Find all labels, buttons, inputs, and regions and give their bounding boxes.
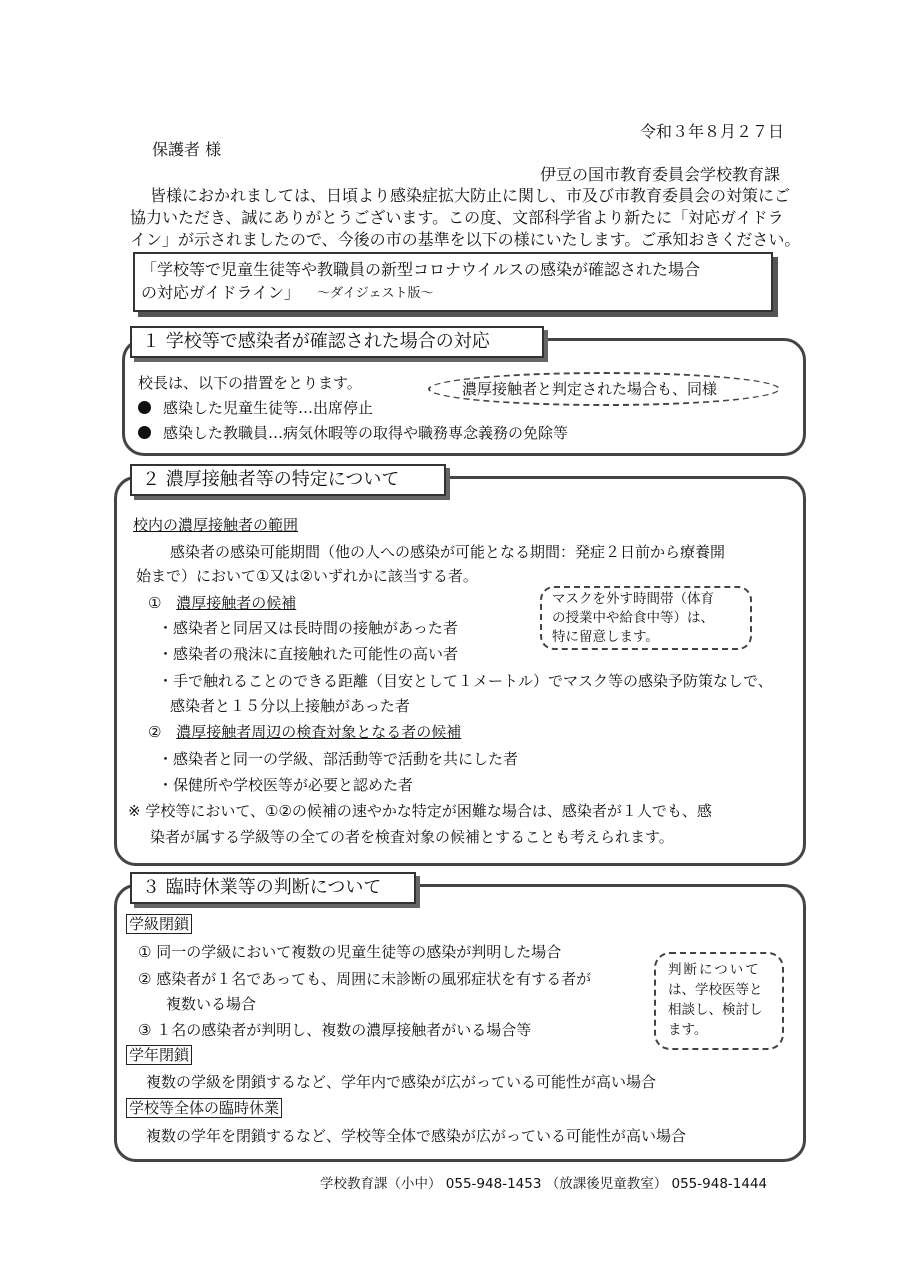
class-item-2-cont: 複数いる場合 [166,995,257,1013]
grade-closure-text: 学年閉鎖 [126,1045,192,1065]
section-1-bullet-1 [138,397,373,419]
judge-note-line-4: ます。 [668,1022,708,1038]
contact-footer: 学校教育課（小中） 055-948-1453 （放課後児童教室） 055-948-1444 [320,1176,768,1192]
grade-closure-desc: 複数の学級を閉鎖するなど、学年内で感染が広がっている可能性が高い場合 [146,1073,657,1091]
class-item-2: ② 感染者が１名であっても、周囲に未診断の風邪症状を有する者が [138,970,592,988]
section-1-title: １ 学校等で感染者が確認された場合の対応 [130,326,544,358]
section-2-desc-line-1: 感染者の感染可能期間（他の人への感染が可能となる期間：発症２日前から療養開 [170,543,726,561]
class-closure-label [126,913,192,935]
judge-note-line-1: 判断について [668,962,761,978]
intro-line-3: イン」が示されましたので、今後の市の基準を以下の様にいたします。ご承知おきください。 [130,230,801,249]
class-item-3: ③ １名の感染者が判明し、複数の濃厚接触者がいる場合等 [138,1021,532,1039]
school-closure-label [126,1097,282,1119]
guideline-digest-label: ～ダイジェスト版～ [317,286,434,301]
section-3-title: ３ 臨時休業等の判断について [130,872,416,904]
section-2-title: ２ 濃厚接触者等の特定について [130,464,446,496]
guideline-title-line-2: の対応ガイドライン」 [141,283,301,302]
bullet-text: 感染した児童生徒等…出席停止 [163,399,374,417]
intro-line-2: 協力いただき、誠にありがとうございます。この度、文部科学省より新たに「対応ガイドラ [130,208,784,227]
item-1-point-3: ・手で触れることのできる距離（目安として１メートル）でマスク等の感染予防策なしで、 [158,672,773,690]
item-2-number: ② [148,723,162,741]
section-2-subhead: 校内の濃厚接触者の範囲 [133,516,299,534]
judge-note-line-3: 相談し、検討し [668,1002,763,1018]
section-1-bullet-2 [138,422,568,444]
document-date: 令和３年８月２７日 [640,122,785,141]
section-1-lead: 校長は、以下の措置をとります。 [138,374,362,392]
mask-note-box [540,586,752,650]
school-closure-desc: 複数の学年を閉鎖するなど、学校等全体で感染が広がっている可能性が高い場合 [146,1127,687,1145]
section-2-desc-line-2: 始まで）において①又は②いずれかに該当する者。 [136,567,478,585]
school-closure-text: 学校等全体の臨時休業 [126,1098,282,1118]
section-1-note-oval [428,372,780,406]
bullet-icon [138,401,151,414]
item-1-point-2: ・感染者の飛沫に直接触れた可能性の高い者 [158,645,459,663]
sender: 伊豆の国市教育委員会学校教育課 [540,165,781,184]
judge-note-box [654,952,784,1050]
item-2-point-1: ・感染者と同一の学級、部活動等で活動を共にした者 [158,750,519,768]
item-1-title: 濃厚接触者の候補 [176,594,297,612]
intro-line-1: 皆様におかれましては、日頃より感染症拡大防止に関し、市及び市教育委員会の対策にご [150,186,791,205]
item-1-point-1: ・感染者と同居又は長時間の接触があった者 [158,619,458,637]
mask-note-line-3: 特に留意します。 [552,629,659,645]
section-2-footnote-line-2: 染者が属する学級等の全ての者を検査対象の候補とすることも考えられます。 [150,828,674,846]
grade-closure-label [126,1044,192,1066]
item-2-title: 濃厚接触者周辺の検査対象となる者の候補 [176,723,462,741]
item-1-point-4: 感染者と１５分以上接触があった者 [170,697,410,715]
class-closure-text: 学級閉鎖 [126,914,192,934]
guideline-title-line-1: 「学校等で児童生徒等や教職員の新型コロナウイルスの感染が確認された場合 [141,260,701,279]
bullet-icon [138,426,151,439]
class-item-1: ① 同一の学級において複数の児童生徒等の感染が判明した場合 [138,943,562,961]
item-2-heading [148,721,461,743]
item-1-heading [148,592,296,614]
mask-note-line-2: の授業中や給食中等）は、 [552,610,714,626]
guideline-title-box [133,252,773,312]
item-1-number: ① [148,594,162,612]
mask-note-line-1: マスクを外す時間帯（体育 [552,591,714,607]
section-2-footnote-line-1: ※ 学校等において、①②の候補の速やかな特定が困難な場合は、感染者が１人でも、感 [128,802,712,820]
item-2-point-2: ・保健所や学校医等が必要と認めた者 [158,776,414,794]
judge-note-line-2: は、学校医等と [668,982,763,998]
section-1-note-text: 濃厚接触者と判定された場合も、同様 [462,380,718,398]
recipient: 保護者 様 [152,140,222,159]
bullet-text: 感染した教職員…病気休暇等の取得や職務専念義務の免除等 [163,424,569,442]
